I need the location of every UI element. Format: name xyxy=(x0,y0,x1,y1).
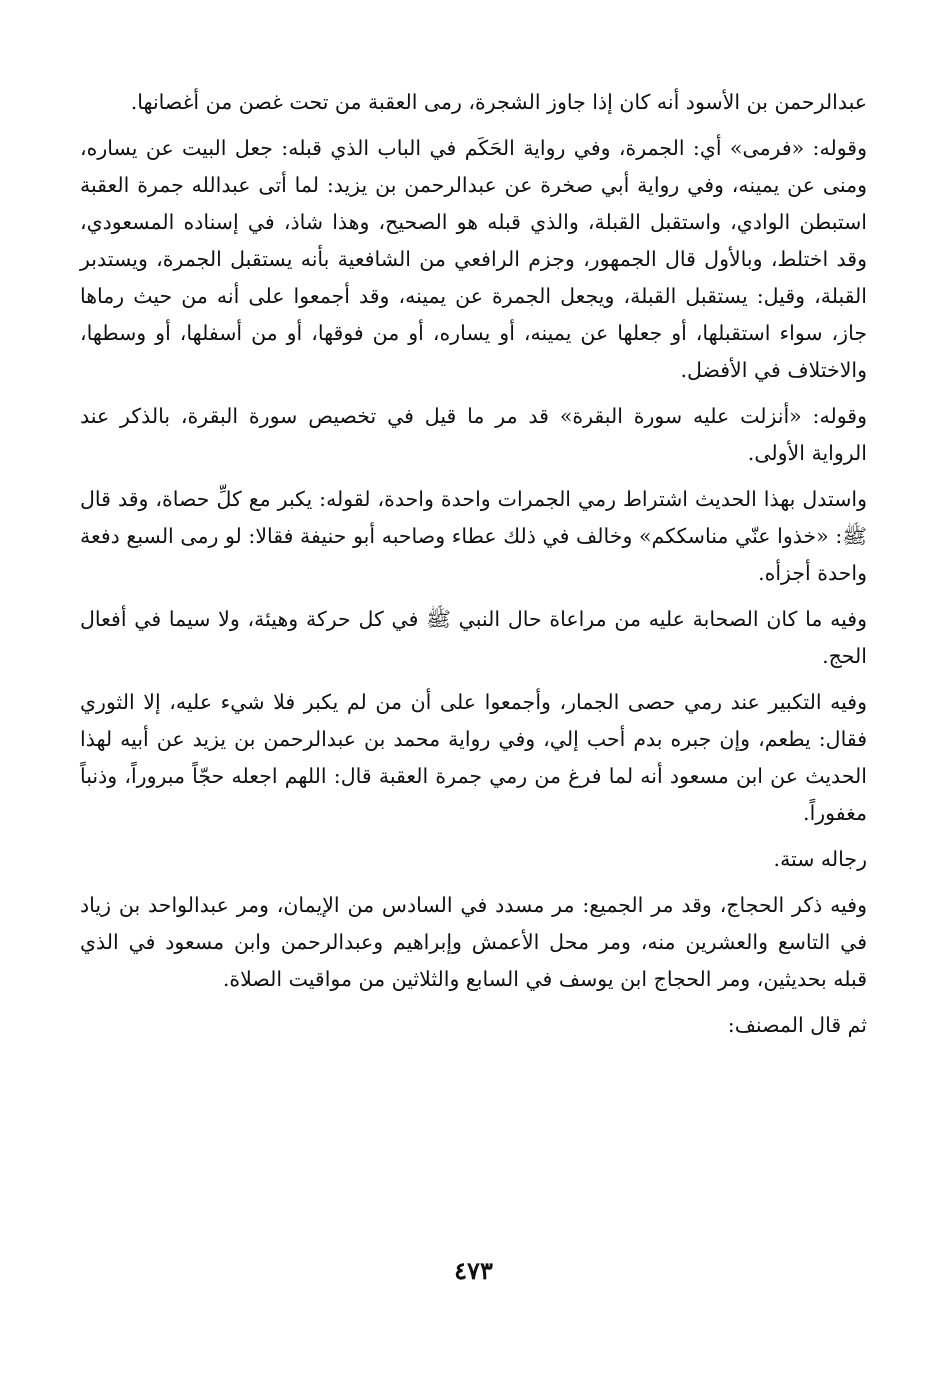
paragraph-9: ثم قال المصنف: xyxy=(727,1013,867,1037)
paragraph-4: واستدل بهذا الحديث اشتراط رمي الجمرات واحدة واحدة، لقوله: يكبر مع كلِّ حصاة، وقد قال ﷺ: «خذوا عنّي مناسككم» وخالف في ذلك عطاء وصاحبه أبو حنيفة فقالا: لو رمى السبع دفعة واحدة أجزأه. xyxy=(80,487,867,585)
paragraph-5: وفيه ما كان الصحابة عليه من مراعاة حال النبي ﷺ في كل حركة وهيئة، ولا سيما في أفعال الحج. xyxy=(80,607,867,668)
paragraph-8: وفيه ذكر الحجاج، وقد مر الجميع: مر مسدد في السادس من الإيمان، ومر عبدالواحد بن زياد في التاسع والعشرين منه، ومر محل الأعمش وإبراهيم وعبدالرحمن وابن مسعود في الذي قبله بحديثين، ومر الحجاج ابن يوسف في السابع والثلاثين من مواقيت الصلاة. xyxy=(80,893,867,991)
page-number: ٤٧٣ xyxy=(454,1256,493,1285)
paragraph-6: وفيه التكبير عند رمي حصى الجمار، وأجمعوا على أن من لم يكبر فلا شيء عليه، إلا الثوري فقال: يطعم، وإن جبره بدم أحب إلي، وفي رواية محمد بن عبدالرحمن بن يزيد عن أبيه لهذا الحديث عن ابن مسعود أنه لما فرغ من رمي جمرة العقبة قال: اللهم اجعله حجّاً مبروراً، وذنباً مغفوراً. xyxy=(80,690,867,825)
paragraph-7: رجاله ستة. xyxy=(773,847,867,871)
body-text xyxy=(80,84,867,1053)
paragraph-3: وقوله: «أنزلت عليه سورة البقرة» قد مر ما قيل في تخصيص سورة البقرة، بالذكر عند الرواية الأولى. xyxy=(80,404,867,465)
paragraph-1: عبدالرحمن بن الأسود أنه كان إذا جاوز الشجرة، رمى العقبة من تحت غصن من أغصانها. xyxy=(130,90,867,114)
paragraph-2: وقوله: «فرمى» أي: الجمرة، وفي رواية الحَكَم في الباب الذي قبله: جعل البيت عن يساره، ومنى عن يمينه، وفي رواية أبي صخرة عن عبدالرحمن بن يزيد: لما أتى عبدالله جمرة العقبة استبطن الوادي، واستقبل القبلة، والذي قبله هو الصحيح، وهذا شاذ، في إسناده المسعودي، وقد اختلط، وبالأول قال الجمهور، وجزم الرافعي من الشافعية بأنه يستقبل الجمرة، ويستدبر القبلة، وقيل: يستقبل القبلة، ويجعل الجمرة عن يمينه، وقد أجمعوا على أنه من حيث رماها جاز، سواء استقبلها، أو جعلها عن يمينه، أو يساره، أو من فوقها، أو من أسفلها، أو وسطها، والاختلاف في الأفضل. xyxy=(80,136,867,382)
